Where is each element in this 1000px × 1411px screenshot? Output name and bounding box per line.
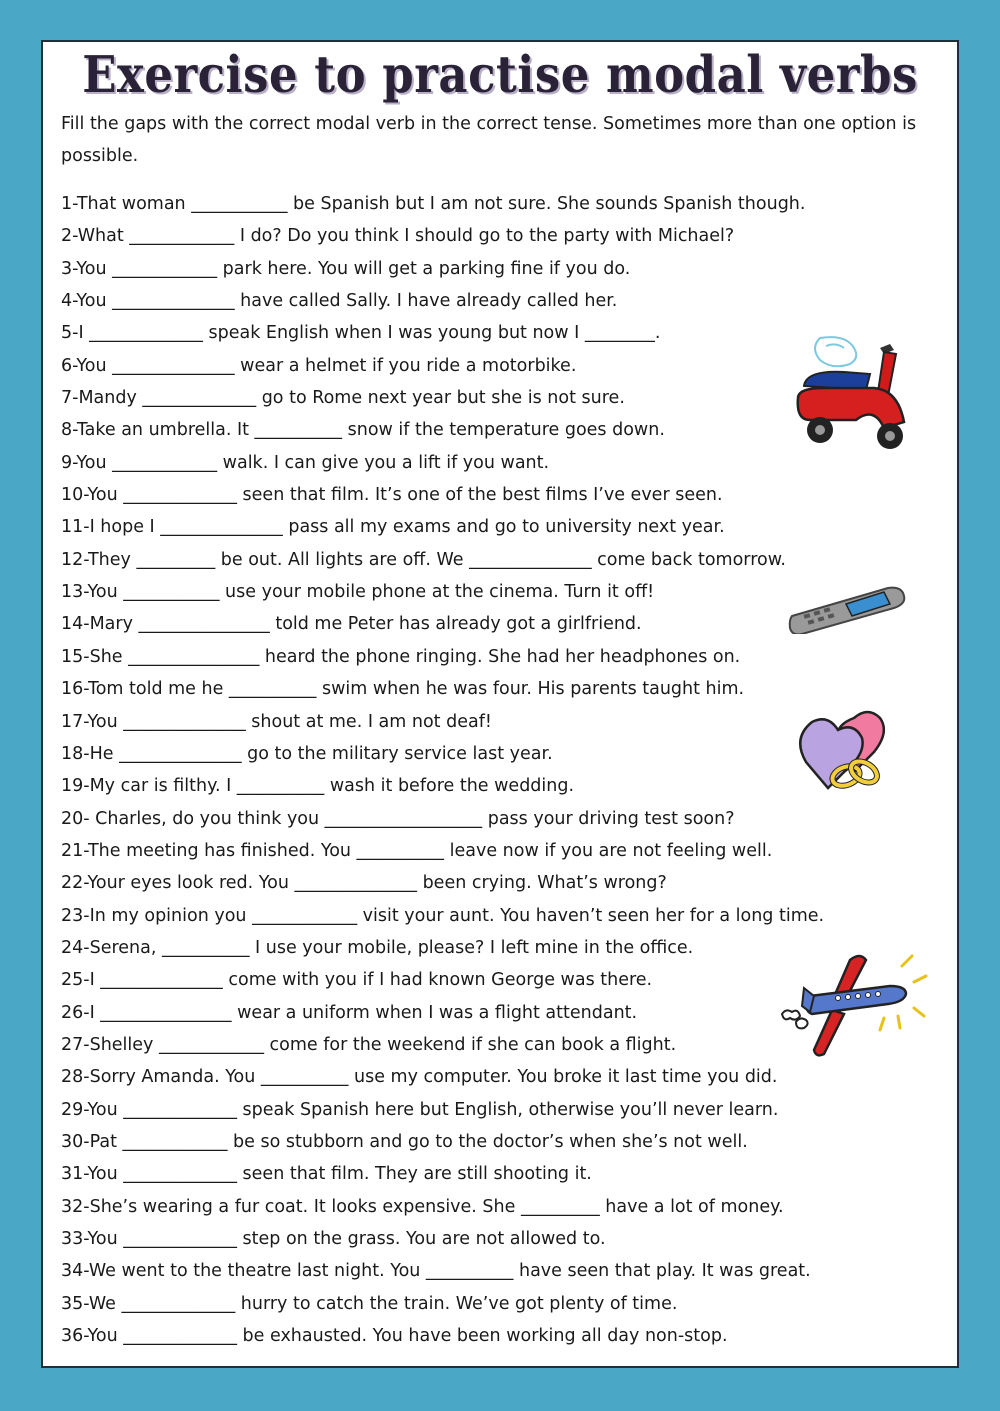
exercise-item: 3-You ____________ park here. You will get a parking fine if you do. (61, 258, 631, 279)
exercise-item: 20- Charles, do you think you __________________ pass your driving test soon? (61, 808, 735, 829)
hearts-rings-icon (792, 708, 888, 796)
exercise-item: 14-Mary _______________ told me Peter has already got a girlfriend. (61, 614, 642, 635)
exercise-item: 36-You _____________ be exhausted. You have been working all day non-stop. (61, 1326, 728, 1347)
scooter-icon (790, 318, 920, 453)
exercise-item: 31-You _____________ seen that film. They are still shooting it. (61, 1164, 592, 1185)
mobile-phone-icon (788, 584, 910, 634)
exercise-item: 22-Your eyes look red. You ______________ been crying. What’s wrong? (61, 873, 667, 894)
exercise-item: 29-You _____________ speak Spanish here but English, otherwise you’ll never learn. (61, 1099, 779, 1120)
exercise-item: 17-You ______________ shout at me. I am not deaf! (61, 711, 492, 732)
exercise-item: 25-I ______________ come with you if I had known George was there. (61, 970, 653, 991)
exercise-item: 28-Sorry Amanda. You __________ use my computer. You broke it last time you did. (61, 1067, 778, 1088)
exercise-item: 35-We _____________ hurry to catch the train. We’ve got plenty of time. (61, 1293, 678, 1314)
airplane-icon (774, 952, 934, 1057)
exercise-item: 23-In my opinion you ____________ visit your aunt. You haven’t seen her for a long time. (61, 905, 825, 926)
exercise-item: 30-Pat ____________ be so stubborn and go to the doctor’s when she’s not well. (61, 1131, 748, 1152)
exercise-item: 27-Shelley ____________ come for the weekend if she can book a flight. (61, 1034, 677, 1055)
exercise-item: 11-I hope I ______________ pass all my exams and go to university next year. (61, 517, 725, 538)
instructions: Fill the gaps with the correct modal verb in the correct tense. Sometimes more than one option is possible. (61, 114, 917, 166)
exercise-item: 5-I _____________ speak English when I was young but now I ________. (61, 323, 661, 344)
page-title: Exercise to practise modal verbs (82, 44, 918, 105)
exercise-item: 16-Tom told me he __________ swim when he was four. His parents taught him. (61, 679, 745, 700)
exercise-item: 9-You ____________ walk. I can give you a lift if you want. (61, 452, 550, 473)
exercise-item: 24-Serena, __________ I use your mobile, please? I left mine in the office. (61, 937, 694, 958)
exercise-item: 19-My car is filthy. I __________ wash it before the wedding. (61, 776, 575, 797)
exercise-item: 10-You _____________ seen that film. It’s one of the best films I’ve ever seen. (61, 485, 723, 506)
exercise-item: 18-He ______________ go to the military service last year. (61, 743, 553, 764)
exercise-item: 33-You _____________ step on the grass. You are not allowed to. (61, 1229, 606, 1249)
exercise-item: 26-I _______________ wear a uniform when I was a flight attendant. (61, 1002, 638, 1023)
exercise-item: 4-You ______________ have called Sally. I have already called her. (61, 291, 618, 312)
exercise-item: 21-The meeting has finished. You __________ leave now if you are not feeling well. (61, 840, 773, 861)
exercise-item: 7-Mandy _____________ go to Rome next year but she is not sure. (61, 388, 625, 409)
exercise-item: 32-She’s wearing a fur coat. It looks expensive. She _________ have a lot of money. (61, 1196, 784, 1217)
exercise-item: 8-Take an umbrella. It __________ snow if the temperature goes down. (61, 420, 665, 441)
exercise-item: 34-We went to the theatre last night. You __________ have seen that play. It was great. (61, 1261, 811, 1282)
exercise-item: 6-You ______________ wear a helmet if you ride a motorbike. (61, 355, 577, 376)
exercise-item: 13-You ___________ use your mobile phone at the cinema. Turn it off! (61, 582, 655, 603)
exercise-item: 1-That woman ___________ be Spanish but I am not sure. She sounds Spanish though. (61, 194, 806, 214)
exercise-item: 2-What ____________ I do? Do you think I should go to the party with Michael? (61, 226, 735, 247)
exercise-item: 15-She _______________ heard the phone ringing. She had her headphones on. (61, 646, 741, 667)
exercise-item: 12-They _________ be out. All lights are off. We ______________ come back tomorrow. (61, 549, 786, 570)
